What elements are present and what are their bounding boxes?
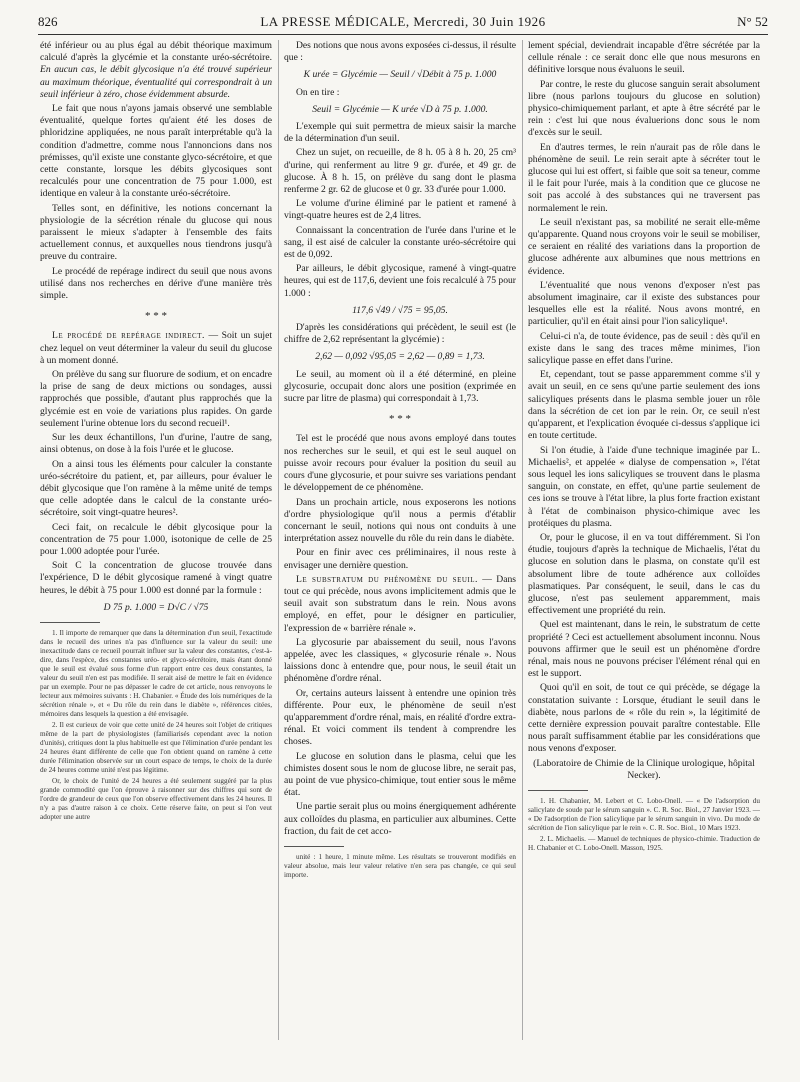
footnote: 2. Il est curieux de voir que cette unité de 24 heures soit l'objet de critiques même de la part de physiologistes (familiarisés cependant avec la notion d'unités), critiques dont la plus habituelle est que l'élimination d'urée pendant les 24 heures étant différente de celle que l'on obtient quand on ramène à cette durée l'élimination observée sur un court espace de temps, le choix de la durée de 24 heures comme unité n'est pas légitime.: [40, 720, 272, 774]
footnote: 2. L. Michaelis. — Manuel de techniques de physico-chimie. Traduction de H. Chabanier et C. Lobo-Onell. Masson, 1925.: [528, 834, 760, 852]
footnotes: [284, 853, 516, 880]
laboratory-credit: (Laboratoire de Chimie de la Clinique urologique, hôpital Necker).: [533, 757, 755, 781]
formula: 2,62 — 0,092 √95,05 = 2,62 — 0,89 = 1,73.: [315, 351, 485, 363]
paragraph: Le glucose en solution dans le plasma, celui que les chimistes dosent sous le nom de glucose libre, ne serait pas, au point de vue physico-chimique, tout entier sous le même état.: [284, 750, 516, 799]
journal-title: LA PRESSE MÉDICALE, Mercredi, 30 Juin 1926: [260, 14, 546, 29]
header-rule: [38, 34, 768, 35]
section-separator: * * *: [389, 413, 411, 426]
footnote: 1. Il importe de remarquer que dans la détermination d'un seuil, l'exactitude dans le recueil des urines n'a pas d'influence sur la valeur du seuil: une inexactitude dans ce recueil pourrait influer sur la valeur des constantes, c'est-à-dire, dans l'espèce, des constantes uréo- et glyco-sécrétoire, mais étant donné que le seuil est évalué sous forme d'un rapport entre ces deux constantes, la valeur du seuil n'en est pas modifiée. Il serait aisé de mettre le fait en évidence par un exemple. Pour ne pas dépasser le cadre de cet article, nous renvoyons le lecteur aux mémoires suivants : H. Chabanier. « Étude des lois numériques de la sécrétion rénale », et « Du rôle du rein dans le diabète », références citées, mémoires dans lesquels la question a été envisagée.: [40, 628, 272, 718]
footnote: Or, le choix de l'unité de 24 heures a été seulement suggéré par la plus grande commodité que l'on éprouve à raisonner sur des chiffres qui sont de l'ordre de grandeur de ceux que l'on observe effectivement dans les 24 heures. Il n'y a pas d'autre raison à ce choix. Cette réserve faite, on peut si l'on veut adopter une autre: [40, 776, 272, 821]
formula: Seuil = Glycémie — K urée √D à 75 p. 1.000.: [312, 103, 488, 115]
paragraph: Par ailleurs, le débit glycosique, ramené à vingt-quatre heures, qui est de 117,6, devient une fois recalculé à 75 pour 1.000 :: [284, 263, 516, 299]
footnote-rule: [40, 622, 100, 623]
paragraph: Sur les deux échantillons, l'un d'urine, l'autre de sang, ainsi obtenus, on dose à la fois l'urée et le glucose.: [40, 432, 272, 456]
paragraph: Dans un prochain article, nous exposerons les notions d'ordre physiologique qu'il nous a permis d'établir concernant le seuil, notions qui nous ont conduits à une interprétation assez nouvelle du rôle du rein dans le diabète.: [284, 496, 516, 545]
formula: D 75 p. 1.000 = D√C / √75: [103, 601, 209, 613]
paragraph: été inférieur ou au plus égal au débit théorique maximum calculé d'après la glycémie et la constante uréo-sécrétoire. En aucun cas, le débit glycosique n'a été trouvé supérieur au maximum théorique, éventualité qui correspondrait à un seuil inférieur à zéro, chose évidemment absurde.: [40, 40, 272, 100]
section-heading: Le substratum du phénomène du seuil.: [296, 573, 478, 585]
paragraph: Tel est le procédé que nous avons employé dans toutes nos recherches sur le seuil, et qui est le seul auquel on puisse avoir recours pour évaluer la position du seuil au cours d'une glycosurie, et pour suivre ses variations pendant le développement de ce phénomène.: [284, 433, 516, 494]
paragraph: Le substratum du phénomène du seuil. — Dans tout ce qui précède, nous avons implicitement admis que le seuil avait son substratum dans le rein. Nous avons employé, en effet, pour le désigner en particulier, l'expression de « barrière rénale ».: [284, 573, 516, 634]
paragraph: Et, cependant, tout se passe apparemment comme s'il y avait un seuil, en ce sens qu'une partie seulement des ions salicyliques présents dans le plasma semble jouer un rôle dans la sécrétion de cet ion par le rein. Or, ce seuil n'est qu'apparent, et l'explication évoquée ci-dessus s'applique ici en toute certitude.: [528, 369, 760, 442]
paragraph: Connaissant la concentration de l'urée dans l'urine et le sang, il est aisé de calculer la constante uréo-sécrétoire qui est de 0,092.: [284, 224, 516, 261]
column-divider: [522, 40, 523, 1040]
footnotes: [40, 629, 272, 822]
issue-number: N° 52: [737, 14, 768, 29]
paragraph: lement spécial, deviendrait incapable d'être sécrétée par la cellule rénale : ce serait donc elle que nous mesurons en définitive lorsque nous évaluons le seuil.: [528, 40, 760, 76]
paragraph: Soit C la concentration de glucose trouvée dans l'expérience, D le débit glycosique ramené à vingt quatre heures, le débit à 75 pour 1.000 est donné par la formule :: [40, 560, 272, 596]
paragraph: Pour en finir avec ces préliminaires, il nous reste à envisager une dernière question.: [284, 547, 516, 571]
formula: K urée = Glycémie — Seuil / √Débit à 75 p. 1.000: [303, 69, 497, 81]
formula: 117,6 √49 / √75 = 95,05.: [352, 304, 448, 316]
paragraph: Si l'on étudie, à l'aide d'une technique imaginée par L. Michaelis², et appelée « dialyse de compensation », l'état sous lequel les ions salicyliques se trouvent dans le plasma sanguin, on constate, en effet, qu'une partie seulement de ces ions se trouve à l'état libre, la plus forte fraction existant à l'état de combinaison physico-chimique avec les protéiques du plasma.: [528, 444, 760, 529]
column-1: [40, 40, 272, 1040]
column-2: [284, 40, 516, 1040]
paragraph: D'après les considérations qui précèdent, le seuil est (le chiffre de 2,62 représentant la glycémie) :: [284, 322, 516, 346]
paragraph: Or, certains auteurs laissent à entendre une opinion très différente. Pour eux, le phénomène de seuil n'est qu'apparemment d'ordre rénal, mais, en réalité d'ordre extra-rénal. Et voici comment ils tendent à comprendre les choses.: [284, 687, 516, 748]
column-divider: [278, 40, 279, 1040]
paragraph: Le procédé de repérage indirect du seuil que nous avons utilisé dans nos recherches en dérive d'une manière très simple.: [40, 265, 272, 302]
column-3: [528, 40, 760, 1040]
paragraph: On a ainsi tous les éléments pour calculer la constante uréo-sécrétoire du patient, et, par ailleurs, pour évaluer le débit glycosique que l'on ramène à la même unité de temps que celle adoptée dans le calcul de la constante uréo-sécrétoire, soit vingt-quatre heures².: [40, 458, 272, 519]
page-number: 826: [38, 14, 58, 29]
paragraph: Celui-ci n'a, de toute évidence, pas de seuil : dès qu'il en existe dans le sang des traces même minimes, l'ion salicylique passe en effet dans l'urine.: [528, 330, 760, 367]
paragraph: Le fait que nous n'ayons jamais observé une semblable éventualité, quelque fortes qu'aient été les doses de phloridzine appliquées, ne nous paraît interprétable qu'à la condition d'admettre, comme nous l'annoncions dans nos prémisses, qu'il existe une constante glyco-sécrétoire, et que cette constante, lorsque les débits glycosiques sont recalculés pour une concentration de 75 pour 1.000, est identique en valeur à la constante uréo-sécrétoire.: [40, 103, 272, 200]
paragraph: La glycosurie par abaissement du seuil, nous l'avons appelée, avec les classiques, « glycosurie rénale ». Nous laissions donc à entendre que, pour nous, le seuil était un phénomène d'ordre rénal.: [284, 636, 516, 685]
paragraph: Chez un sujet, on recueille, de 8 h. 05 à 8 h. 20, 25 cm³ d'urine, qui renferment au litre 9 gr. d'urée, et 49 gr. de glucose. À 8 h. 15, on prélève du sang dont le plasma renferme 2 gr. 62 de glucose et 0 gr. 33 d'urée pour 1.000.: [284, 147, 516, 196]
section-heading: Le procédé de repérage indirect.: [52, 330, 205, 342]
paragraph: En d'autres termes, le rein n'aurait pas de rôle dans le phénomène de seuil. Le rein serait apte à sécréter tout le glucose qui lui est offert, si faible que soit sa teneur, comme il le fait pour l'urée, mais à la condition que ce glucose ne soit pas accolé à des substances qui ne traversent pas normalement le rein.: [528, 141, 760, 214]
footnote: 1. H. Chabanier, M. Lebert et C. Lobo-Onell. — « De l'adsorption du salicylate de soude par le sérum sanguin ». C. R. Soc. Biol., 27 Janvier 1923. — « De l'adsorption de l'ion salicylique par le sérum sanguin in vivo. Du mode de sécrétion de l'ion salicylique par le rein ». C. R. Soc. Biol., 10 Mars 1923.: [528, 796, 760, 832]
paragraph: Ceci fait, on recalcule le débit glycosique pour la concentration de 75 pour 1.000, isotonique de celle de 25 pour 1.000 adoptée pour l'urée.: [40, 521, 272, 557]
paragraph: Le procédé de repérage indirect. — Soit un sujet chez lequel on veut déterminer la valeur du seuil du glucose à un moment donné.: [40, 330, 272, 366]
section-separator: * * *: [145, 310, 167, 323]
paragraph: Des notions que nous avons exposées ci-dessus, il résulte que :: [284, 40, 516, 64]
paragraph: On en tire :: [296, 86, 340, 98]
paragraph: On prélève du sang sur fluorure de sodium, et on encadre la prise de sang de deux mictions ou sondages, aussi rapprochés que possible, d'autant plus rapprochés que la glycémie est en voie de variations plus rapides. On garde seulement l'urine obtenue lors du second recueil¹.: [40, 369, 272, 429]
footnote: unité : 1 heure, 1 minute même. Les résultats se trouveront modifiés en valeur absolue, mais leur valeur relative n'en sera pas changée, ce qui seul importe.: [284, 852, 516, 879]
paragraph: Quoi qu'il en soit, de tout ce qui précède, se dégage la constatation suivante : Lorsque, étudiant le seuil dans le diabète, nous parlons de « rôle du rein », la légitimité de cette dernière expression pouvait paraître contestable. Elle nous paraît suffisamment établie par les considérations que nous venons d'exposer.: [528, 682, 760, 755]
paragraph: Le volume d'urine éliminé par le patient et ramené à vingt-quatre heures est de 2,4 litres.: [284, 198, 516, 222]
paragraph: Une partie serait plus ou moins énergiquement adhérente aux colloïdes du plasma, en particulier aux albumines. Cette fraction, du fait de cet acco-: [284, 801, 516, 837]
paragraph: Quel est maintenant, dans le rein, le substratum de cette propriété ? Ceci est actuellement absolument inconnu. Nous pouvons affirmer que le seuil est un phénomène d'ordre rénal, mais nous ne pouvons préciser l'élément rénal qui en est le support.: [528, 619, 760, 680]
paragraph: Par contre, le reste du glucose sanguin serait absolument libre (nous parlons toujours du glucose en solution) physico-chimiquement parlant, et apte à être sécrété par le rein : c'est lui que nous évaluerions donc sous le nom d'excès sur le seuil.: [528, 78, 760, 139]
paragraph: Le seuil, au moment où il a été déterminé, en pleine glycosurie, occupait donc alors une position (exprimée en sucre par litre de plasma) qui correspondait à 1,73.: [284, 368, 516, 405]
footnote-rule: [284, 846, 344, 847]
footnotes: [528, 797, 760, 853]
paragraph: Telles sont, en définitive, les notions concernant la physiologie de la sécrétion rénale du glucose qui nous paraissent le mieux s'adapter à l'ensemble des faits actuellement connus, et auxquelles nous tiendrons jusqu'à preuve du contraire.: [40, 202, 272, 263]
paragraph: L'éventualité que nous venons d'exposer n'est pas absolument imaginaire, car il existe des substances pour lesquelles elle est la réalité. Nous avons montré, en particulier, qu'il en était ainsi pour l'ion salicylique¹.: [528, 279, 760, 328]
paragraph: Or, pour le glucose, il en va tout différemment. Si l'on étudie, toujours d'après la technique de Michaelis, l'état du glucose en solution dans le plasma, on constate qu'il est absolument libre de toute adhérence aux colloïdes plasmatiques. Par conséquent, le seuil, dans le cas du glucose, n'est pas seulement apparemment, mais effectivement une propriété du rein.: [528, 531, 760, 617]
paragraph: L'exemple qui suit permettra de mieux saisir la marche de la détermination d'un seuil.: [284, 121, 516, 145]
footnote-rule: [528, 790, 588, 791]
paragraph: Le seuil n'existant pas, sa mobilité ne serait elle-même qu'apparente. Quand nous croyons voir le seuil se mobiliser, ce seraient en réalité des variations dans la proportion de glucose adhérente aux albumines que nous mettrions en évidence.: [528, 216, 760, 277]
